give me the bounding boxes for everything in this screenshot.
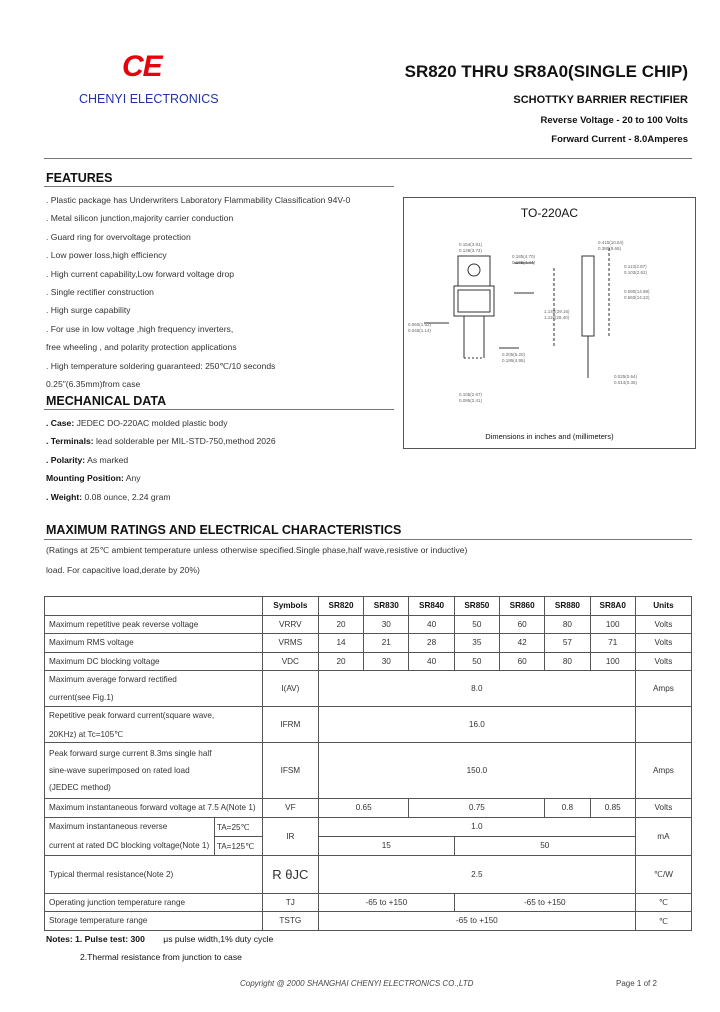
header-cell: SR840	[409, 597, 454, 616]
feature-item: . For use in low voltage ,high frequency inverters,	[46, 324, 234, 334]
header-cell: SR880	[545, 597, 590, 616]
ratings-note: load. For capacitive load,derate by 20%)	[46, 565, 200, 575]
svg-text:0.175(4.44): 0.175(4.44)	[512, 260, 536, 265]
header-cell: Symbols	[262, 597, 318, 616]
value-cell: 50	[454, 652, 499, 671]
param-cell: Maximum RMS voltage	[45, 634, 263, 653]
features-title: FEATURES	[46, 171, 113, 185]
package-outline-drawing	[404, 228, 695, 428]
symbol-cell: IR	[262, 817, 318, 855]
value-cell: 50	[454, 615, 499, 634]
unit-cell: Volts	[635, 615, 691, 634]
param-line: current at rated DC blocking voltage(Note 1)	[49, 840, 210, 850]
forward-current-spec: Forward Current - 8.0Amperes	[551, 134, 688, 145]
table-row	[45, 707, 692, 743]
mech-value: As marked	[85, 455, 129, 465]
value-cell: 0.8	[545, 799, 590, 818]
page-subtitle: SCHOTTKY BARRIER RECTIFIER	[513, 94, 688, 106]
svg-text:0.014(0.35): 0.014(0.35)	[614, 380, 638, 385]
svg-text:0.025(0.64): 0.025(0.64)	[614, 374, 638, 379]
param-cell	[45, 707, 263, 743]
feature-item: . High surge capability	[46, 305, 131, 315]
table-row	[45, 615, 692, 634]
feature-item: . Single rectifier construction	[46, 287, 154, 297]
value-cell: 71	[590, 634, 635, 653]
param-cell	[45, 817, 263, 855]
company-name: CHENYI ELECTRONICS	[79, 92, 219, 106]
param-line: sine-wave superimposed on rated load	[49, 766, 190, 775]
param-cell: Maximum instantaneous forward voltage at 7.5 A(Note 1)	[45, 799, 263, 818]
param-cell	[45, 671, 263, 707]
unit-cell: Volts	[635, 634, 691, 653]
ratings-divider	[44, 539, 692, 540]
feature-item: . Metal silicon junction,majority carrier conduction	[46, 213, 234, 223]
mech-label: Mounting Position:	[46, 473, 124, 483]
tab-outline	[458, 256, 490, 286]
svg-text:0.590(14.98): 0.590(14.98)	[624, 289, 650, 294]
svg-text:0.205(5.20): 0.205(5.20)	[502, 352, 526, 357]
unit-cell: ℃	[635, 912, 691, 931]
param-line: Repetitive peak forward current(square wave,	[49, 710, 215, 720]
param-cell: Typical thermal resistance(Note 2)	[45, 855, 263, 893]
table-row	[45, 743, 692, 799]
notes-line	[46, 934, 273, 944]
svg-text:0.148(3.74): 0.148(3.74)	[459, 248, 483, 253]
table-row	[45, 634, 692, 653]
unit-cell: ℃/W	[635, 855, 691, 893]
unit-cell: Volts	[635, 652, 691, 671]
param-line: current(see Fig.1)	[49, 693, 114, 702]
mechanical-item	[46, 455, 128, 465]
mounting-hole	[468, 264, 480, 276]
ratings-title: MAXIMUM RATINGS AND ELECTRICAL CHARACTERISTICS	[46, 523, 402, 537]
symbol-cell: VDC	[262, 652, 318, 671]
value-cell: 30	[364, 615, 409, 634]
svg-text:0.380(9.65): 0.380(9.65)	[598, 246, 622, 251]
mech-label: . Case:	[46, 418, 75, 428]
symbol-cell: VRRV	[262, 615, 318, 634]
condition-cell: TA=125℃	[216, 841, 255, 851]
value-cell: 80	[545, 615, 590, 634]
table-row	[45, 893, 692, 912]
value-cell: 15	[318, 836, 454, 855]
page-title: SR820 THRU SR8A0(SINGLE CHIP)	[404, 62, 688, 81]
mechanical-title: MECHANICAL DATA	[46, 394, 167, 408]
svg-text:0.185(4.70): 0.185(4.70)	[512, 254, 536, 259]
value-cell: 20	[318, 615, 363, 634]
param-cell: Storage temperature range	[45, 912, 263, 931]
value-cell: 57	[545, 634, 590, 653]
svg-text:0.060(1.52): 0.060(1.52)	[408, 322, 432, 327]
feature-item: . Plastic package has Underwriters Laboratory Flammability Classification 94V-0	[46, 195, 351, 205]
ratings-table	[44, 596, 692, 931]
note-text: 2.Thermal resistance from junction to case	[80, 952, 242, 962]
svg-text:0.105(2.67): 0.105(2.67)	[459, 392, 483, 397]
value-cell: -65 to +150	[318, 893, 454, 912]
svg-text:0.103(2.62): 0.103(2.62)	[624, 270, 648, 275]
unit-cell: Amps	[635, 743, 691, 799]
symbol-cell: IFRM	[262, 707, 318, 743]
symbol-cell: TJ	[262, 893, 318, 912]
reverse-voltage-spec: Reverse Voltage - 20 to 100 Volts	[540, 115, 688, 126]
package-title: TO-220AC	[520, 206, 579, 220]
param-line: 20KHz) at Tc=105℃	[49, 729, 124, 739]
mech-value: JEDEC DO-220AC molded plastic body	[74, 418, 228, 428]
header-cell: SR8A0	[590, 597, 635, 616]
package-diagram-box	[403, 197, 696, 449]
feature-item: free wheeling , and polarity protection applications	[46, 342, 237, 352]
header-cell: SR860	[500, 597, 545, 616]
param-line: Maximum average forward rectified	[49, 675, 177, 684]
unit-cell: mA	[635, 817, 691, 855]
symbol-cell: VF	[262, 799, 318, 818]
mechanical-divider	[44, 409, 394, 410]
mech-label: . Polarity:	[46, 455, 86, 465]
mech-value: Any	[123, 473, 141, 483]
feature-item: . Guard ring for overvoltage protection	[46, 232, 191, 242]
table-row	[45, 817, 692, 836]
symbol-cell: R θJC	[262, 855, 318, 893]
value-cell: 100	[590, 652, 635, 671]
feature-item: 0.25"(6.35mm)from case	[46, 379, 141, 389]
value-cell: 42	[500, 634, 545, 653]
value-cell: 0.65	[318, 799, 409, 818]
svg-text:0.095(2.41): 0.095(2.41)	[459, 398, 483, 403]
value-cell: 50	[454, 836, 635, 855]
note-text: μs pulse width,1% duty cycle	[163, 934, 274, 944]
feature-item: . Low power loss,high efficiency	[46, 250, 167, 260]
mech-label: . Weight:	[46, 492, 83, 502]
param-line: Maximum instantaneous reverse	[49, 822, 168, 832]
features-divider	[44, 186, 394, 187]
header-divider	[44, 158, 692, 159]
table-row	[45, 671, 692, 707]
value-cell: 150.0	[318, 743, 635, 799]
param-cell: Maximum repetitive peak reverse voltage	[45, 615, 263, 634]
table-row	[45, 912, 692, 931]
mech-value: 0.08 ounce, 2.24 gram	[82, 492, 171, 502]
value-cell: 16.0	[318, 707, 635, 743]
header-cell: SR820	[318, 597, 363, 616]
table-row	[45, 855, 692, 893]
svg-text:0.113(2.87): 0.113(2.87)	[624, 264, 647, 269]
svg-text:0.154(3.91): 0.154(3.91)	[459, 242, 483, 247]
table-row	[45, 652, 692, 671]
value-cell: 40	[409, 652, 454, 671]
svg-text:0.415(10.54): 0.415(10.54)	[598, 240, 624, 245]
value-cell: 60	[500, 652, 545, 671]
unit-cell: ℃	[635, 893, 691, 912]
value-cell: 40	[409, 615, 454, 634]
feature-item: . High current capability,Low forward voltage drop	[46, 269, 235, 279]
symbol-cell: IFSM	[262, 743, 318, 799]
svg-text:1.118(28.40): 1.118(28.40)	[544, 315, 570, 320]
param-line: (JEDEC method)	[49, 783, 111, 792]
param-cell: Maximum DC blocking voltage	[45, 652, 263, 671]
value-cell: 21	[364, 634, 409, 653]
dimension-note: Dimensions in inches and (millimeters)	[485, 432, 614, 441]
value-cell: 100	[590, 615, 635, 634]
value-cell: 35	[454, 634, 499, 653]
symbol-cell: TSTG	[262, 912, 318, 931]
value-cell: 80	[545, 652, 590, 671]
symbol-cell: VRMS	[262, 634, 318, 653]
param-line: Peak forward surge current 8.3ms single half	[49, 749, 212, 758]
ratings-note: (Ratings at 25℃ ambient temperature unless otherwise specified.Single phase,half wave,resistive or inductive)	[46, 545, 468, 555]
value-cell: 30	[364, 652, 409, 671]
header-cell	[45, 597, 263, 616]
table-row	[45, 799, 692, 818]
value-cell: -65 to +150	[454, 893, 635, 912]
company-logo: CE	[122, 50, 162, 83]
param-cell	[45, 743, 263, 799]
value-cell: 8.0	[318, 671, 635, 707]
copyright: Copyright @ 2000 SHANGHAI CHENYI ELECTRONICS CO.,LTD	[240, 979, 474, 988]
svg-text:1.148(29.16): 1.148(29.16)	[544, 309, 570, 314]
note-text: Notes: 1. Pulse test: 300	[46, 934, 145, 944]
mechanical-item	[46, 418, 228, 428]
symbol-cell: I(AV)	[262, 671, 318, 707]
unit-cell	[635, 707, 691, 743]
unit-cell: Volts	[635, 799, 691, 818]
mechanical-item	[46, 436, 276, 446]
svg-text:0.045(1.14): 0.045(1.14)	[408, 328, 432, 333]
value-cell: 60	[500, 615, 545, 634]
value-cell: 0.85	[590, 799, 635, 818]
value-cell: 0.75	[409, 799, 545, 818]
svg-text:0.560(14.22): 0.560(14.22)	[624, 295, 650, 300]
side-body	[582, 256, 594, 336]
header-cell: SR830	[364, 597, 409, 616]
mechanical-item	[46, 473, 141, 483]
value-cell: 14	[318, 634, 363, 653]
mech-label: . Terminals:	[46, 436, 94, 446]
value-cell: 20	[318, 652, 363, 671]
condition-cell: TA=25℃	[215, 818, 262, 837]
mech-value: lead solderable per MIL-STD-750,method 2026	[93, 436, 276, 446]
header-cell: SR850	[454, 597, 499, 616]
value-cell: 2.5	[318, 855, 635, 893]
mechanical-item	[46, 492, 171, 502]
value-cell: 1.0	[318, 817, 635, 836]
param-cell: Operating junction temperature range	[45, 893, 263, 912]
value-cell: 28	[409, 634, 454, 653]
unit-cell: Amps	[635, 671, 691, 707]
page-number: Page 1 of 2	[616, 979, 657, 988]
table-header-row	[45, 597, 692, 616]
header-cell: Units	[635, 597, 691, 616]
value-cell: -65 to +150	[318, 912, 635, 931]
feature-item: . High temperature soldering guaranteed: 250℃/10 seconds	[46, 361, 276, 371]
svg-text:0.195(4.95): 0.195(4.95)	[502, 358, 526, 363]
